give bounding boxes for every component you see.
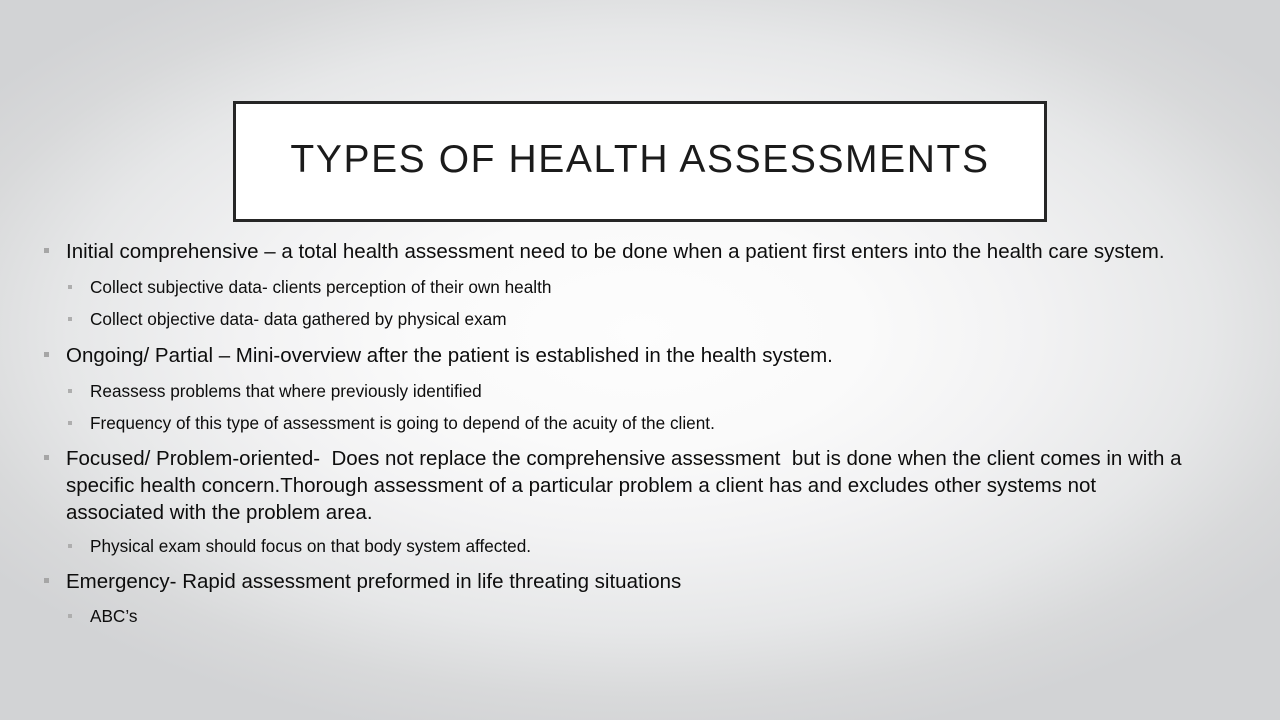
bullet-marker-icon	[44, 248, 49, 253]
bullet-marker-icon	[68, 614, 72, 618]
bullet-marker-icon	[44, 455, 49, 460]
bullet-item-level1	[0, 568, 1280, 595]
bullet-marker-icon	[68, 389, 72, 393]
bullet-text: ABC’s	[90, 605, 138, 626]
bullet-marker-icon	[44, 352, 49, 357]
bullet-text: Physical exam should focus on that body system affected.	[90, 536, 532, 557]
bullet-text: Ongoing/ Partial – Mini-overview after the patient is established in the health system.	[66, 344, 833, 368]
page-title: TYPES OF HEALTH ASSESSMENTS	[290, 138, 990, 182]
bullet-item-level1	[0, 342, 1280, 369]
bullet-item-level2	[0, 535, 1280, 558]
bullet-item-level1	[0, 445, 1280, 527]
bullet-text: Reassess problems that where previously identified	[90, 380, 482, 401]
bullet-item-level2	[0, 380, 1280, 403]
bullet-marker-icon	[68, 544, 72, 548]
bullet-text: Collect subjective data- clients perception of their own health	[90, 277, 552, 298]
bullet-item-level2	[0, 605, 1280, 628]
bullet-marker-icon	[68, 317, 72, 321]
bullet-marker-icon	[68, 285, 72, 289]
bullet-text: Collect objective data- data gathered by physical exam	[90, 309, 507, 330]
bullet-text: Focused/ Problem-oriented- Does not replace the comprehensive assessment but is done when the client comes in with a specific health concern.Thorough assessment of a particular problem a client has and excludes other systems not associated with the problem area.	[66, 446, 1188, 525]
bullet-text: Frequency of this type of assessment is going to depend of the acuity of the client.	[90, 412, 715, 433]
bullet-marker-icon	[44, 578, 49, 583]
slide-body-content	[0, 238, 1280, 630]
bullet-text: Emergency- Rapid assessment preformed in life threating situations	[66, 570, 682, 594]
slide-title-box	[233, 101, 1047, 222]
bullet-item-level1	[0, 238, 1280, 265]
bullet-item-level2	[0, 276, 1280, 299]
bullet-text: Initial comprehensive – a total health assessment need to be done when a patient first enters into the health care system.	[66, 240, 1165, 263]
bullet-item-level2	[0, 308, 1280, 331]
bullet-item-level2	[0, 412, 1280, 435]
bullet-marker-icon	[68, 421, 72, 425]
